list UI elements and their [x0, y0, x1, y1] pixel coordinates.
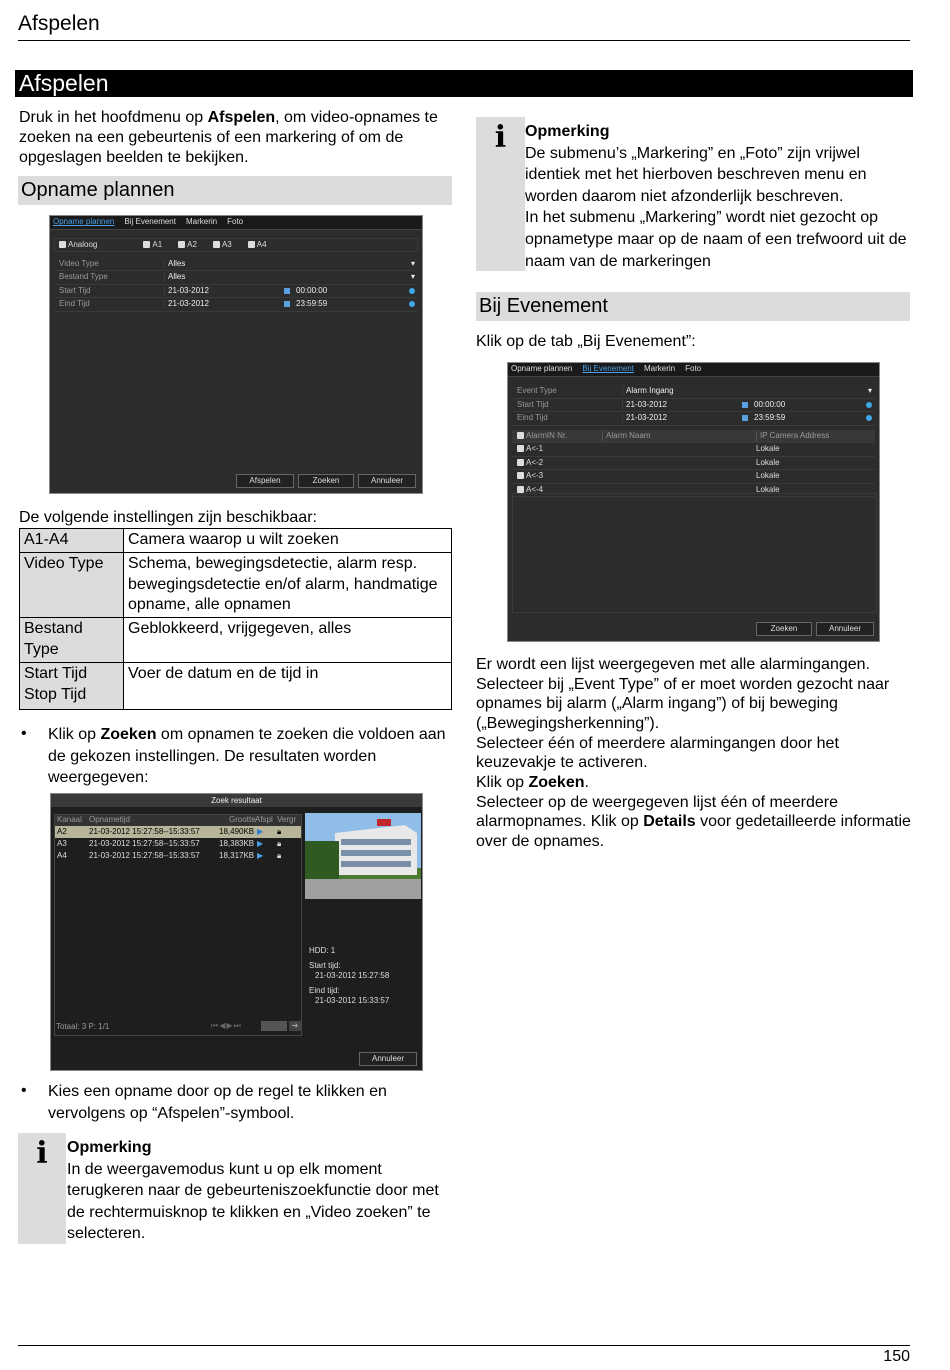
- afspelen-button[interactable]: Afspelen: [236, 474, 294, 488]
- table-row: Start Tijd Stop Tijd Voer de datum en de tijd in: [20, 662, 452, 709]
- play-icon[interactable]: ▶: [257, 826, 264, 836]
- page-input[interactable]: [261, 1021, 287, 1031]
- bij-evenement-intro: Klik op de tab „Bij Evenement”:: [476, 333, 696, 350]
- info-icon: i: [36, 1136, 48, 1171]
- tab-foto[interactable]: Foto: [685, 364, 702, 374]
- building-photo-icon: [305, 813, 421, 899]
- page-number: 150: [883, 1348, 910, 1365]
- table-row[interactable]: A4 21-03-2012 15:27:58--15:33:57 18,317KB ▶ 🔒︎: [57, 850, 282, 860]
- camera-checkboxes: [54, 238, 418, 252]
- results-title: Zoek resultaat: [51, 794, 422, 807]
- table-row[interactable]: A2 21-03-2012 15:27:58--15:33:57 18,490KB ▶ 🔒︎: [55, 826, 301, 838]
- section-heading-bij-evenement: Bij Evenement: [476, 292, 910, 321]
- tab-opname-plannen[interactable]: Opname plannen: [53, 217, 115, 227]
- tab-opname-plannen[interactable]: Opname plannen: [511, 364, 573, 374]
- bij-evenement-text: Er wordt een lijst weergegeven met alle alarmingangen. Selecteer bij „Event Type” of er moet worden gezocht naar opnames bij alarm („Alarm ingang”) of bij beweging („Bewegingsherkenning”). Selecteer één of meerdere alarmingangen door het keuzevakje te activeren. Klik op Zoeken. Selecteer op de weergegeven lijst één of meerdere alarmopnames. Klik op Details voor gedetailleerde informatie over de opnames.: [476, 656, 911, 851]
- calendar-icon[interactable]: [742, 415, 748, 421]
- page-title: Afspelen: [15, 70, 913, 97]
- alarm-list-area: [512, 493, 877, 613]
- zoeken-button[interactable]: Zoeken: [756, 622, 812, 636]
- checkbox-a4[interactable]: A4: [248, 240, 267, 250]
- zoeken-button[interactable]: Zoeken: [298, 474, 354, 488]
- lock-icon[interactable]: 🔒︎: [277, 838, 282, 848]
- section-heading-opname-plannen: Opname plannen: [18, 176, 452, 205]
- annuleer-button[interactable]: Annuleer: [359, 1052, 417, 1066]
- clock-icon[interactable]: [409, 288, 415, 294]
- list-item[interactable]: A<-1 Lokale: [512, 443, 875, 457]
- play-icon[interactable]: ▶: [257, 838, 264, 848]
- alarm-checkbox[interactable]: [517, 486, 524, 493]
- note-icon-column: [476, 117, 525, 271]
- chevron-down-icon: ▾: [410, 258, 415, 268]
- eind-tijd-row: Eind Tijd 21-03-2012 23:59:59: [512, 412, 875, 426]
- eind-tijd-row: Eind Tijd 21-03-2012 23:59:59: [54, 298, 418, 312]
- intro-paragraph: Druk in het hoofdmenu op Afspelen, om video-opnames te zoeken na een gebeurtenis of een markering of om de opgeslagen beelden te bekijken.: [19, 109, 438, 166]
- checkbox-a1[interactable]: A1: [143, 240, 162, 250]
- play-icon[interactable]: ▶: [257, 850, 264, 860]
- list-item[interactable]: A<-3 Lokale: [512, 470, 875, 484]
- calendar-icon[interactable]: [284, 301, 290, 307]
- info-icon: i: [494, 120, 507, 155]
- chevron-down-icon: ▾: [867, 386, 872, 396]
- bullet-icon: •: [21, 725, 27, 742]
- end-time-field[interactable]: 23:59:59: [754, 413, 786, 423]
- checkbox-a2[interactable]: A2: [178, 240, 197, 250]
- checkbox-a3[interactable]: A3: [213, 240, 232, 250]
- clock-icon[interactable]: [866, 402, 872, 408]
- video-type-row: Video Type Alles ▾: [54, 258, 418, 272]
- clock-icon[interactable]: [409, 301, 415, 307]
- start-time-field[interactable]: 00:00:00: [296, 285, 328, 295]
- note-weergavemodus: Opmerking In de weergavemodus kunt u op elk moment terugkeren naar de gebeurteniszoekfunctie door met de rechtermuisknop te klikken en „Video zoeken” te selecteren.: [67, 1139, 439, 1243]
- list-item[interactable]: A<-4 Lokale: [512, 484, 875, 498]
- pager-controls[interactable]: ⏮◀▶⏭: [211, 1021, 242, 1030]
- annuleer-button[interactable]: Annuleer: [816, 622, 874, 636]
- settings-intro: De volgende instellingen zijn beschikbaar:: [19, 509, 317, 526]
- preview-image: [305, 813, 421, 899]
- calendar-icon[interactable]: [742, 402, 748, 408]
- start-tijd-row: Start Tijd 21-03-2012 00:00:00: [512, 399, 875, 413]
- bestand-type-row: Bestand Type Alles ▾: [54, 271, 418, 285]
- start-date-field[interactable]: 21-03-2012: [626, 399, 667, 409]
- checkbox-analoog[interactable]: Analoog: [59, 240, 97, 250]
- table-row: Video Type Schema, bewegingsdetectie, alarm resp. bewegingsdetectie en/of alarm, handmatige opname, alle opnamen: [20, 552, 452, 617]
- go-arrow-icon[interactable]: ➔: [289, 1021, 301, 1031]
- table-row[interactable]: A3 21-03-2012 15:27:58--15:33:57 18,383KB ▶ 🔒︎: [57, 838, 282, 848]
- search-results-screen: [50, 793, 423, 1071]
- start-time-field[interactable]: 00:00:00: [754, 399, 786, 409]
- tab-foto[interactable]: Foto: [227, 217, 244, 227]
- end-date-field[interactable]: 21-03-2012: [168, 299, 209, 309]
- tab-markering[interactable]: Markerin: [185, 217, 218, 227]
- end-date-field[interactable]: 21-03-2012: [626, 413, 667, 423]
- video-type-select[interactable]: Alles ▾: [164, 259, 418, 269]
- lock-icon[interactable]: 🔒︎: [277, 826, 282, 836]
- bestand-type-select[interactable]: Alles ▾: [164, 272, 418, 282]
- search-screen-opname-plannen: [49, 215, 423, 494]
- list-item[interactable]: A<-2 Lokale: [512, 457, 875, 471]
- start-tijd-row: Start Tijd 21-03-2012 00:00:00: [54, 285, 418, 299]
- table-row: Bestand Type Geblokkeerd, vrijgegeven, alles: [20, 618, 452, 663]
- table-row: A1-A4 Camera waarop u wilt zoeken: [20, 529, 452, 553]
- note-submenus: Opmerking De submenu’s „Markering” en „Foto” zijn vrijwel identiek met het hierboven beschreven menu en worden daarom niet afzonderlijk beschreven. In het submenu „Markering” wordt niet gezocht op opnametype maar op de naam of een trefwoord uit de naam van de markeringen: [525, 123, 907, 270]
- header-rule: [18, 40, 910, 41]
- results-total: Totaal: 3 P: 1/1: [56, 1022, 110, 1031]
- recording-info: HDD: 1 Start tijd: 21-03-2012 15:27:58 Eind tijd: 21-03-2012 15:33:57: [309, 946, 390, 1005]
- results-header: Kanaal Opnametijd Grootte Afspl Vergr: [55, 815, 301, 826]
- alarm-checkbox[interactable]: [517, 459, 524, 466]
- alarm-list-header: AlarmIN Nr. Alarm Naam IP Camera Address: [512, 430, 875, 444]
- tab-bij-evenement[interactable]: Bij Evenement: [582, 364, 634, 374]
- start-date-field[interactable]: 21-03-2012: [168, 285, 209, 295]
- results-list: [54, 814, 302, 1036]
- settings-table: [19, 528, 452, 710]
- annuleer-button[interactable]: Annuleer: [358, 474, 416, 488]
- bullet-icon: •: [21, 1082, 27, 1099]
- event-type-row: Event Type Alarm Ingang ▾: [512, 385, 875, 399]
- footer-rule: [18, 1345, 910, 1346]
- bullet-zoeken: • Klik op Zoeken om opnamen te zoeken die voldoen aan de gekozen instellingen. De resultaten worden weergegeven:: [19, 724, 449, 789]
- tab-bij-evenement[interactable]: Bij Evenement: [124, 217, 176, 227]
- end-time-field[interactable]: 23:59:59: [296, 299, 328, 309]
- tab-markering[interactable]: Markerin: [643, 364, 676, 374]
- note-icon-column: [18, 1133, 66, 1244]
- screen-tabs: [508, 363, 879, 377]
- alarm-checkbox[interactable]: [517, 472, 524, 479]
- search-screen-bij-evenement: [507, 362, 880, 642]
- alarm-checkbox[interactable]: [517, 445, 524, 452]
- running-header: Afspelen: [18, 12, 100, 35]
- bullet-kies-opname: • Kies een opname door op de regel te klikken en vervolgens op “Afspelen”-symbool.: [19, 1081, 449, 1124]
- chevron-down-icon: ▾: [410, 272, 415, 282]
- screen-tabs: [50, 216, 422, 230]
- calendar-icon[interactable]: [284, 288, 290, 294]
- lock-icon[interactable]: 🔒︎: [277, 850, 282, 860]
- clock-icon[interactable]: [866, 415, 872, 421]
- event-type-select[interactable]: Alarm Ingang ▾: [622, 386, 875, 396]
